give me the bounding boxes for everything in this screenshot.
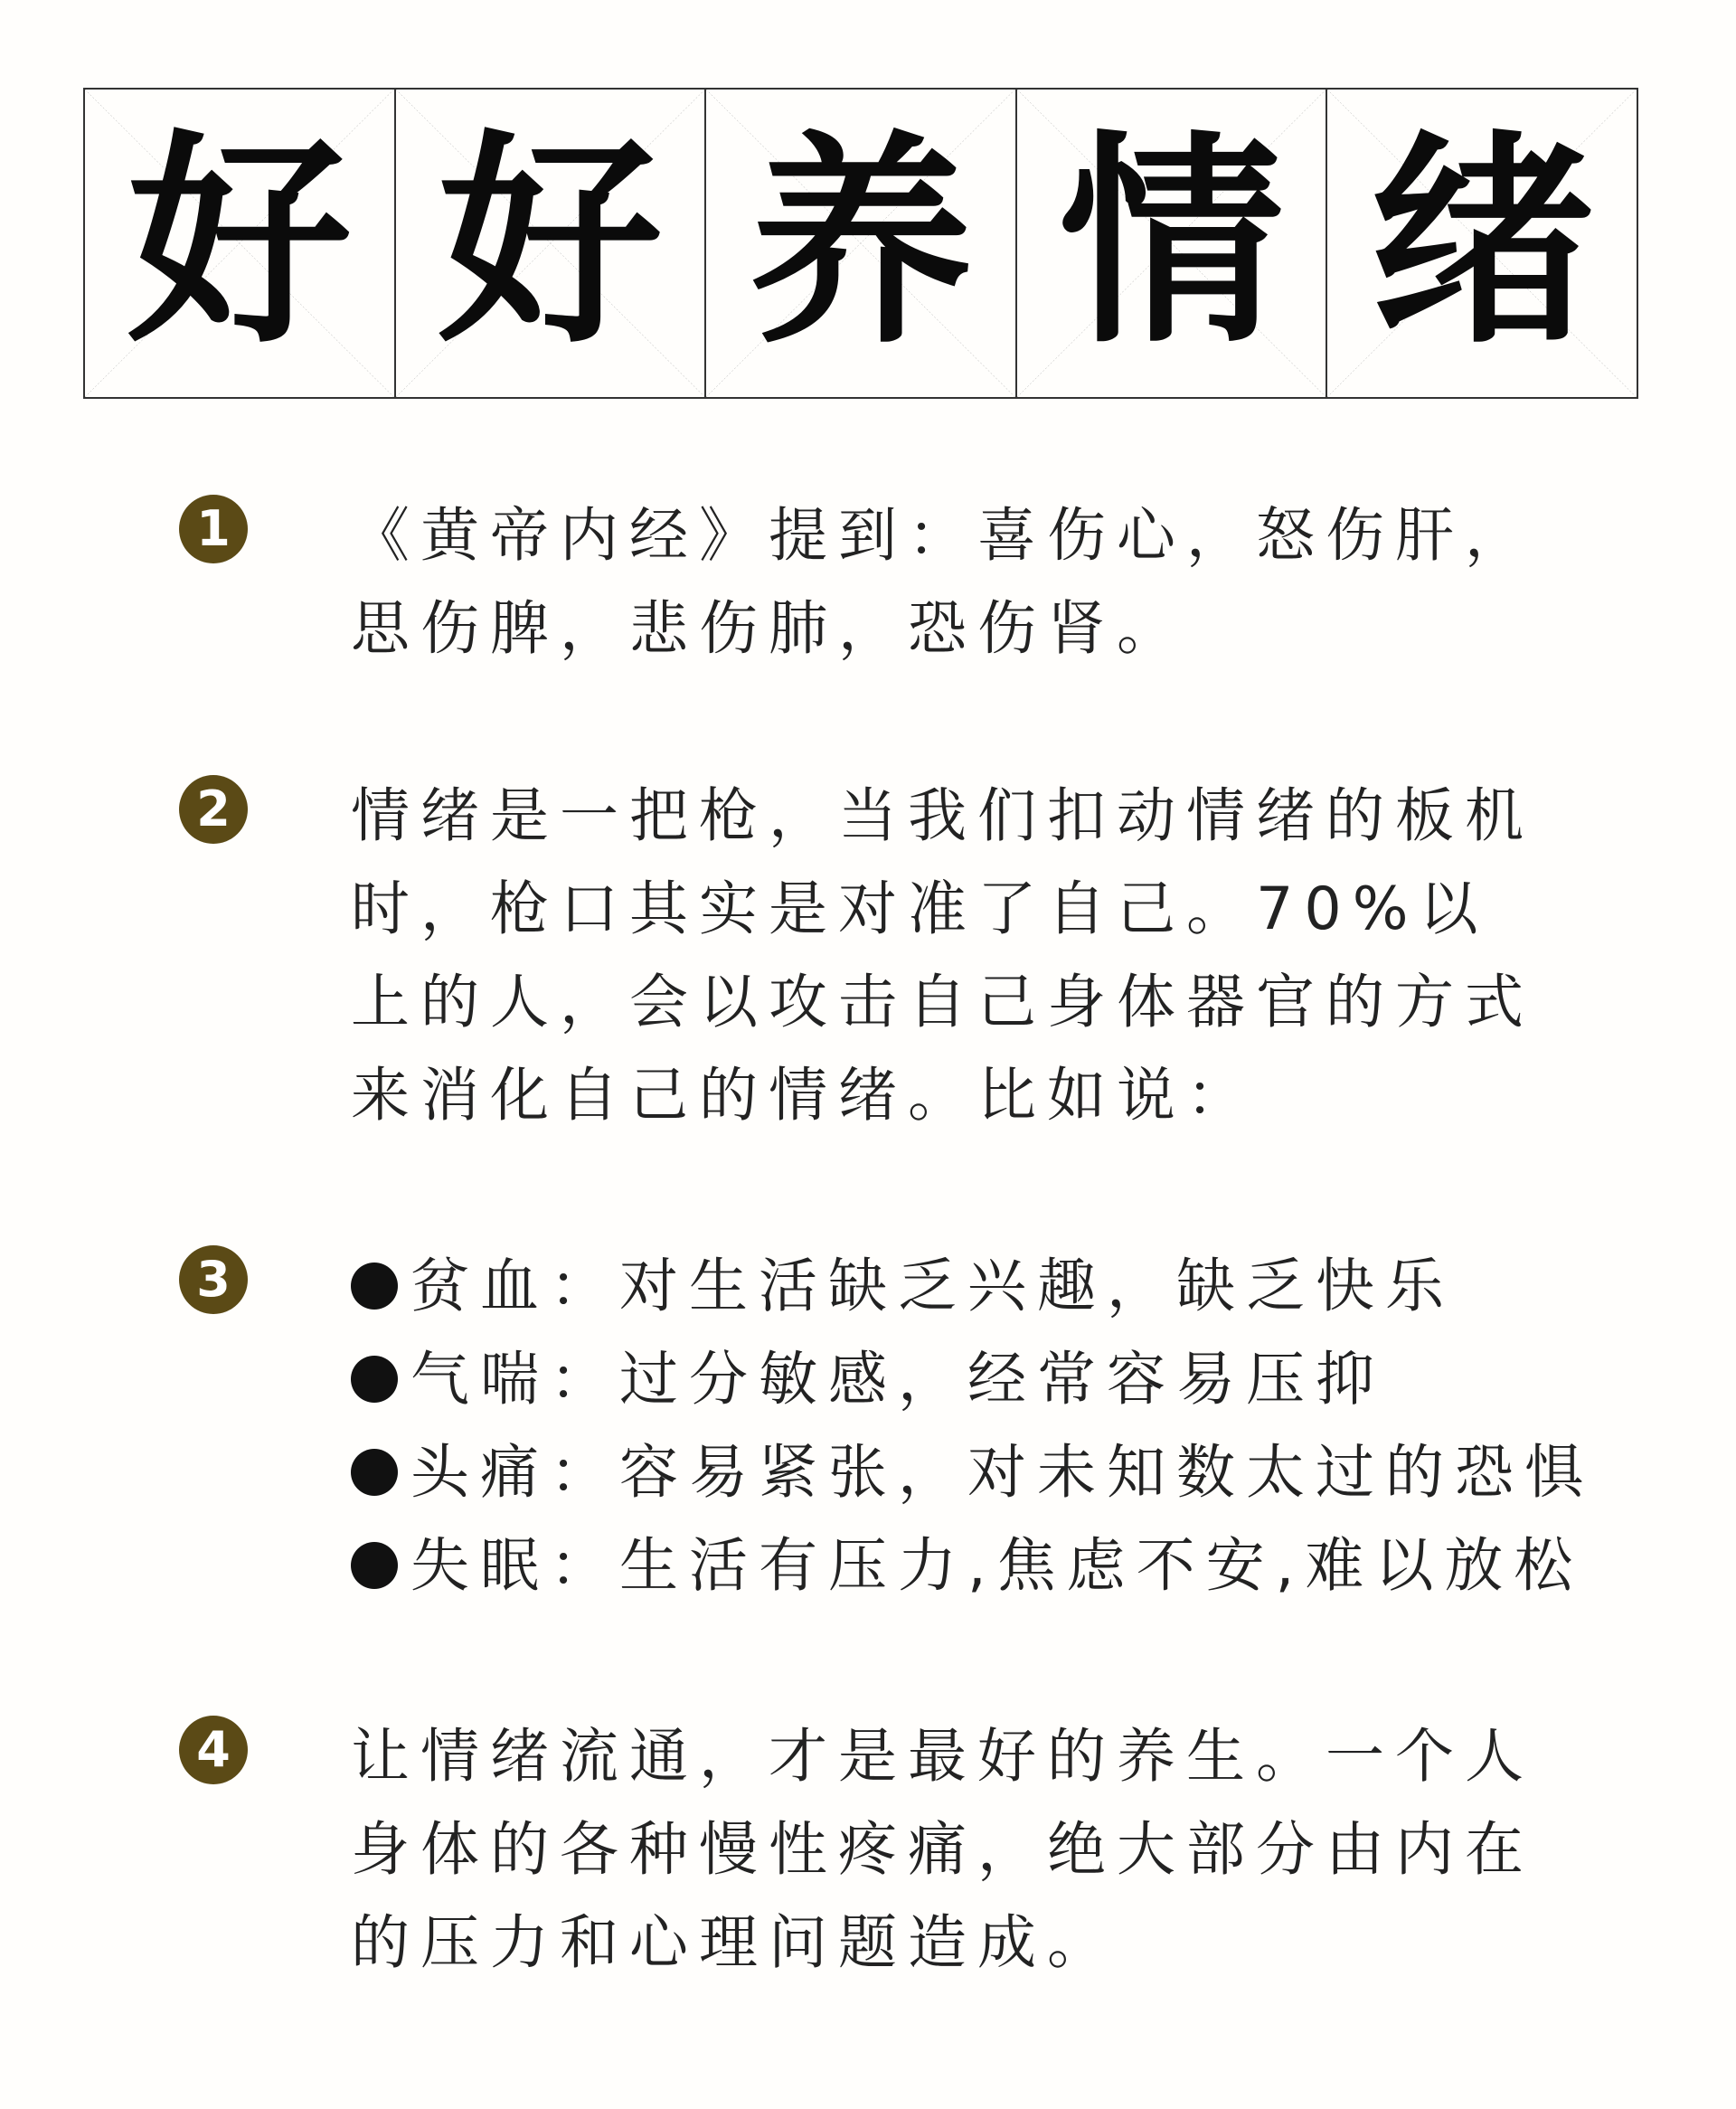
section-text: 让情绪流通，才是最好的养生。一个人身体的各种慢性疼痛，绝大部分由内在的压力和心理问题造成。 — [351, 1723, 1535, 1977]
list-item — [351, 1333, 1580, 1426]
section-text: 情绪是一把枪，当我们扣动情绪的板机时，枪口其实是对准了自己。70%以上的人，会以攻击自己身体器官的方式来消化自己的情绪。比如说： — [351, 782, 1535, 1130]
bullet-dot-icon — [351, 1263, 398, 1310]
number-badge: 1 — [179, 495, 248, 563]
title-char: 养 — [748, 113, 973, 374]
list-item-text: 失眠：生活有压力,焦虑不安,难以放松 — [410, 1532, 1584, 1600]
list-item — [351, 1519, 1584, 1612]
title-cell — [396, 90, 707, 397]
number-badge: 3 — [179, 1245, 248, 1314]
list-item — [351, 1426, 1595, 1519]
title-cell — [1327, 90, 1637, 397]
list-item — [351, 1240, 1580, 1333]
list-item-text: 头痛：容易紧张，对未知数太过的恐惧 — [410, 1439, 1595, 1507]
bullet-dot-icon — [351, 1356, 398, 1403]
title-cell — [1017, 90, 1328, 397]
title-char: 情 — [1059, 113, 1284, 374]
symptom-list — [351, 1240, 1595, 1612]
number-badge: 2 — [179, 775, 248, 844]
title-cell — [85, 90, 396, 397]
section-text: 《黄帝内经》提到：喜伤心，怒伤肝，思伤脾，悲伤肺，恐伤肾。 — [351, 502, 1535, 663]
list-item-text: 气喘：过分敏感，经常容易压抑 — [410, 1346, 1386, 1414]
title-grid — [83, 88, 1638, 399]
bullet-dot-icon — [351, 1542, 398, 1589]
title-cell — [706, 90, 1017, 397]
bullet-dot-icon — [351, 1449, 398, 1496]
title-char: 好 — [438, 113, 663, 374]
number-badge: 4 — [179, 1716, 248, 1784]
title-char: 好 — [127, 113, 352, 374]
title-char: 绪 — [1370, 113, 1595, 374]
list-item-text: 贫血：对生活缺乏兴趣，缺乏快乐 — [410, 1253, 1456, 1320]
